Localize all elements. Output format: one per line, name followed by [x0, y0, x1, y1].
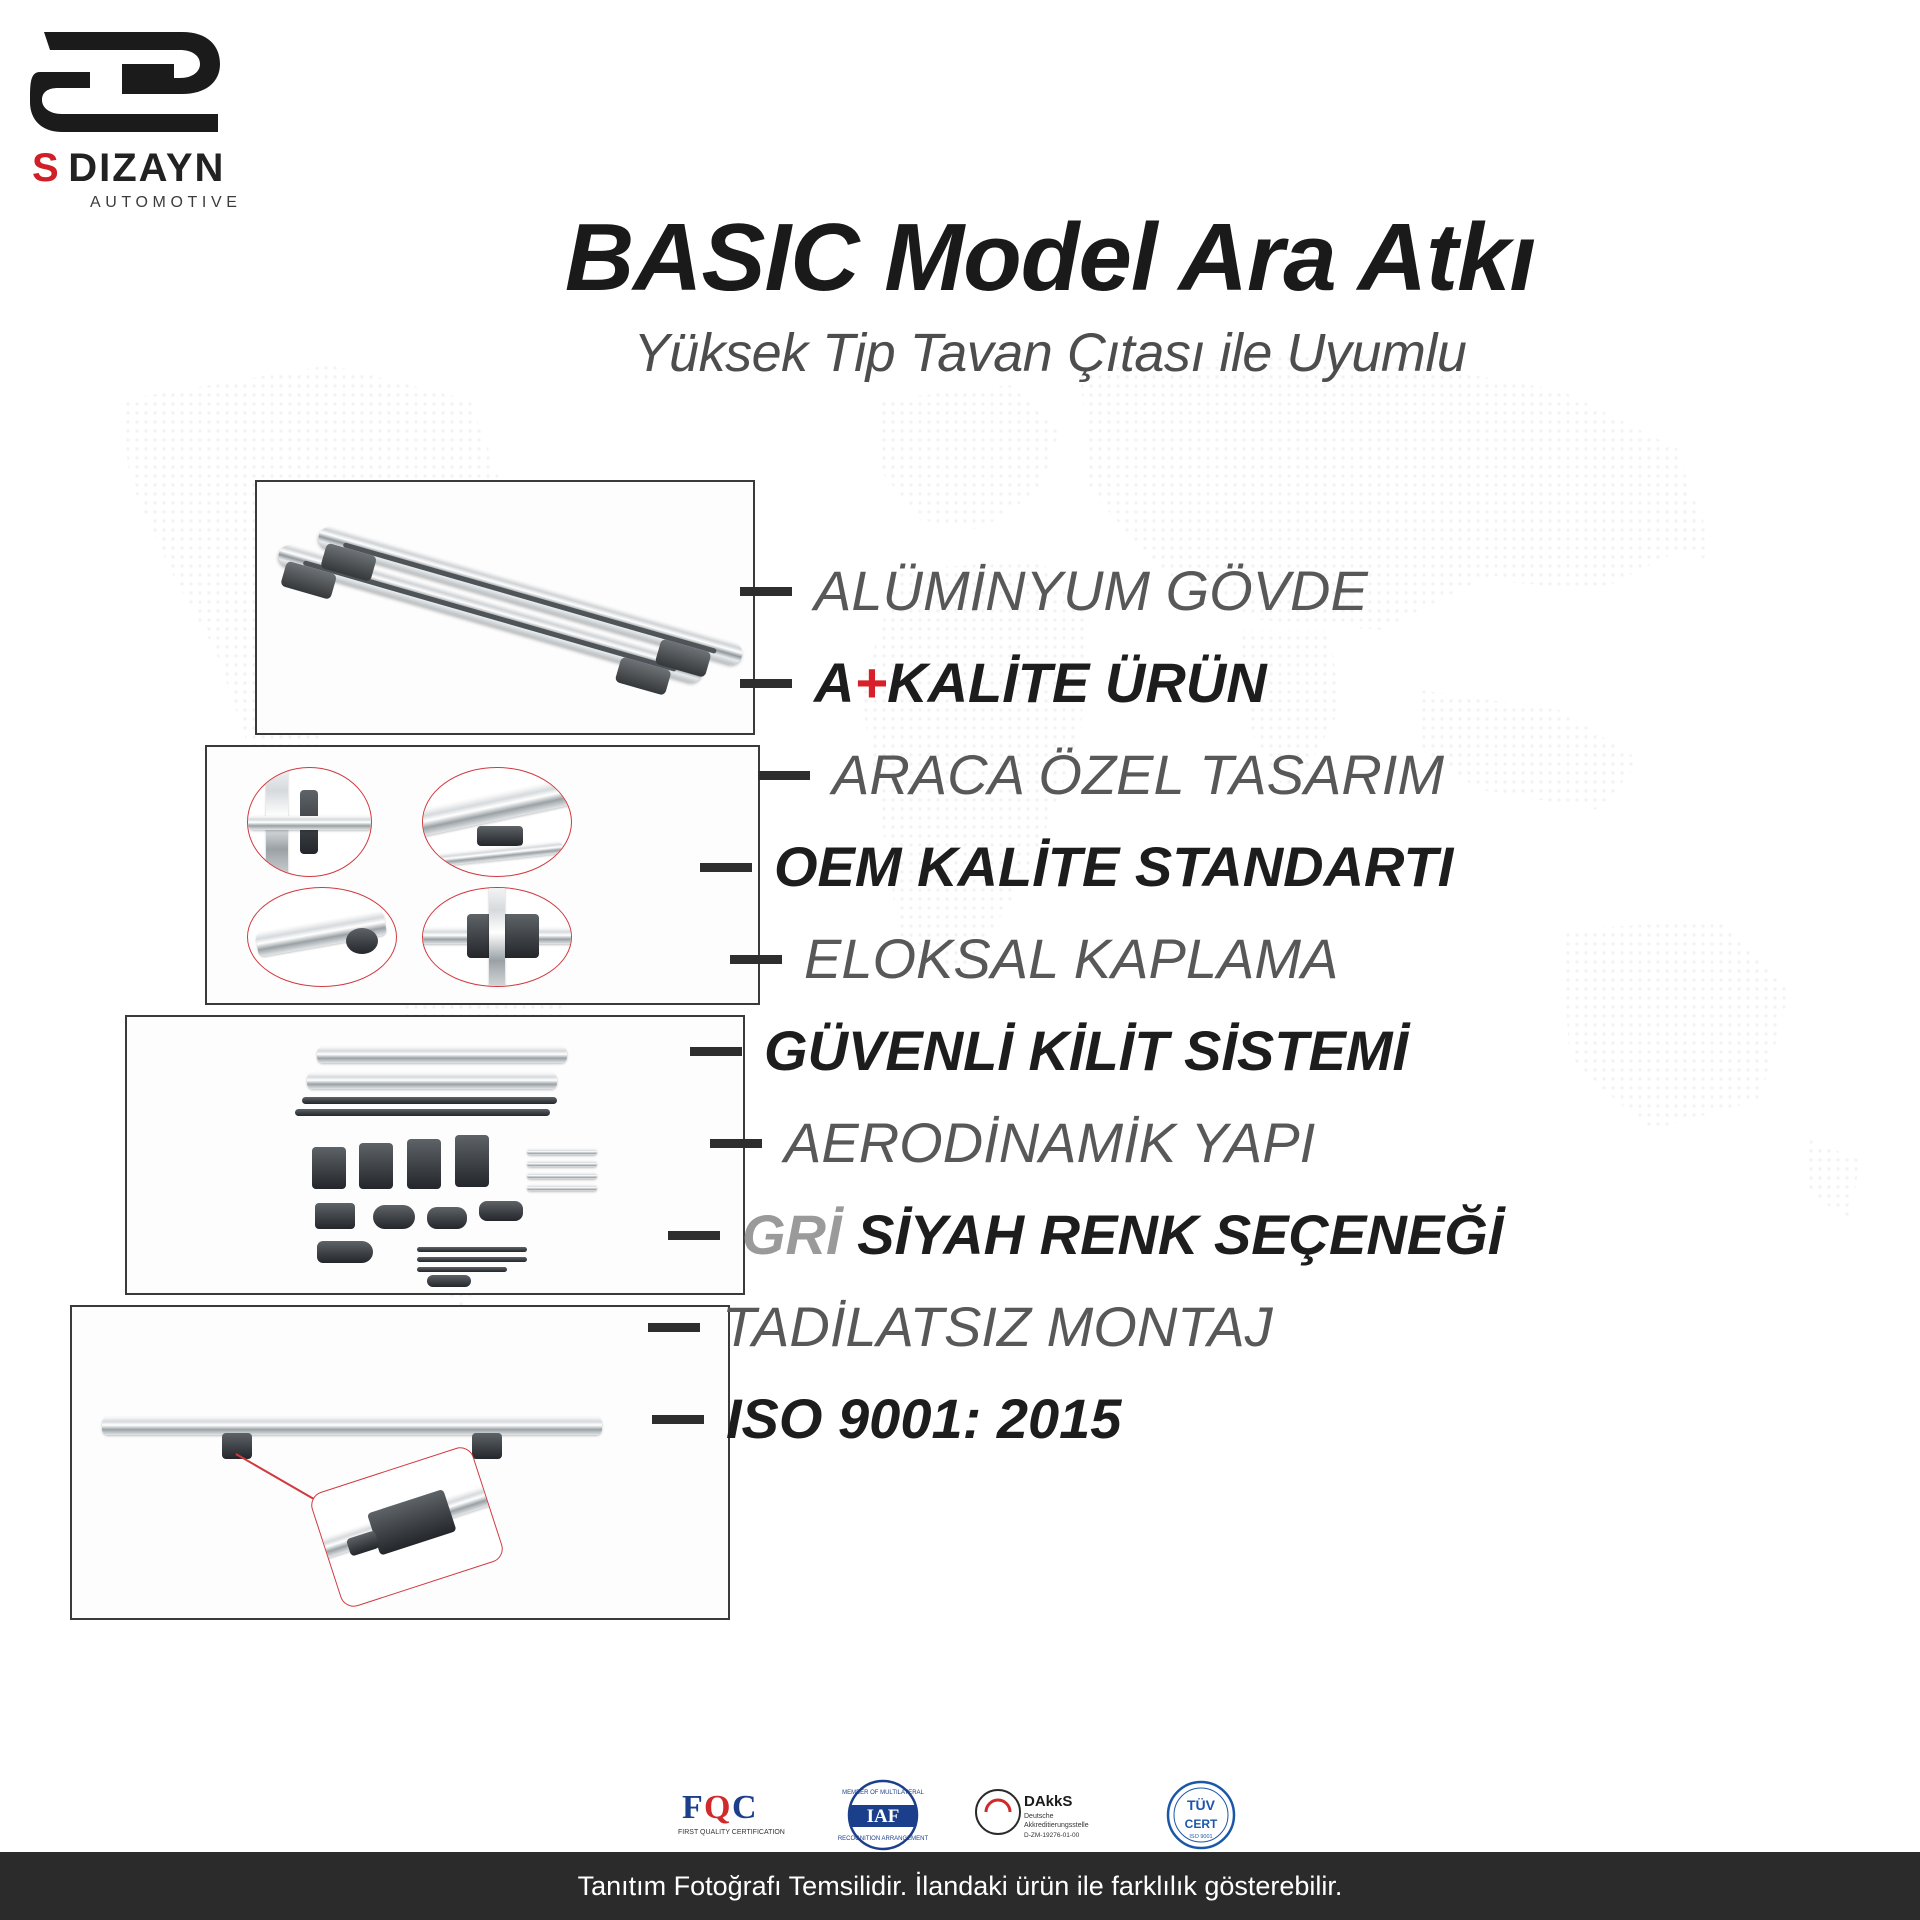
- bullet-dash-icon: [648, 1323, 700, 1332]
- svg-text:DAkkS: DAkkS: [1024, 1793, 1073, 1810]
- feature-item: [652, 1373, 1890, 1465]
- svg-text:ISO 9001: ISO 9001: [1189, 1834, 1213, 1840]
- feature-item: [690, 1005, 1890, 1097]
- feature-label: ISO 9001: 2015: [726, 1387, 1122, 1450]
- panel-mounted-rail-photo: [70, 1305, 730, 1620]
- page-title: BASIC Model Ara Atkı: [564, 204, 1536, 311]
- bullet-dash-icon: [740, 587, 792, 596]
- dakks-badge: [972, 1778, 1122, 1852]
- panel-product-pair-photo: [255, 480, 755, 735]
- fqc-badge: [674, 1778, 794, 1852]
- feature-label: GÜVENLİ KİLİT SİSTEMİ: [764, 1019, 1409, 1082]
- feature-item: [648, 1281, 1890, 1373]
- page-subtitle: Yüksek Tip Tavan Çıtası ile Uyumlu: [633, 323, 1467, 383]
- feature-item: [740, 637, 1890, 729]
- feature-item: [758, 729, 1890, 821]
- feature-suffix: SİYAH RENK SEÇENEĞİ: [841, 1203, 1504, 1266]
- bullet-dash-icon: [758, 771, 810, 780]
- bullet-dash-icon: [730, 955, 782, 964]
- feature-item: [730, 913, 1890, 1005]
- feature-label: ELOKSAL KAPLAMA: [804, 927, 1339, 990]
- certificate-badges: [0, 1770, 1920, 1860]
- logo-s-letter: S: [32, 146, 60, 190]
- feature-plus-highlight: +: [854, 651, 888, 714]
- svg-text:Akkreditierungsstelle: Akkreditierungsstelle: [1024, 1822, 1089, 1829]
- bullet-dash-icon: [652, 1415, 704, 1424]
- iaf-badge: [828, 1778, 938, 1852]
- svg-text:Deutsche: Deutsche: [1024, 1813, 1054, 1820]
- svg-text:MEMBER OF MULTILATERAL: MEMBER OF MULTILATERAL: [842, 1790, 924, 1796]
- bullet-dash-icon: [700, 863, 752, 872]
- panel-parts-kit-photo: [125, 1015, 745, 1295]
- feature-label: ARACA ÖZEL TASARIM: [832, 743, 1444, 806]
- s-dizayn-logo-icon: [30, 22, 230, 142]
- brand-logo: [28, 22, 298, 222]
- svg-text:FIRST QUALITY CERTIFICATION: FIRST QUALITY CERTIFICATION: [678, 1829, 785, 1836]
- bullet-dash-icon: [710, 1139, 762, 1148]
- feature-list: [722, 545, 1890, 1465]
- logo-subtitle: AUTOMOTIVE: [90, 194, 242, 211]
- svg-text:D-ZM-19276-01-00: D-ZM-19276-01-00: [1024, 1832, 1080, 1839]
- feature-item: [710, 1097, 1890, 1189]
- bullet-dash-icon: [668, 1231, 720, 1240]
- svg-text:F: F: [682, 1789, 703, 1826]
- feature-item: [668, 1189, 1890, 1281]
- feature-prefix: A: [814, 651, 855, 714]
- svg-text:RECOGNITION ARRANGEMENT: RECOGNITION ARRANGEMENT: [837, 1836, 929, 1842]
- svg-text:IAF: IAF: [866, 1806, 900, 1827]
- svg-text:C: C: [732, 1789, 757, 1826]
- svg-text:Q: Q: [704, 1789, 731, 1826]
- feature-label: OEM KALİTE STANDARTI: [774, 835, 1454, 898]
- feature-grey-word: GRİ: [742, 1203, 842, 1266]
- svg-text:TÜV: TÜV: [1187, 1797, 1215, 1813]
- tuv-cert-badge: [1156, 1778, 1246, 1852]
- bullet-dash-icon: [740, 679, 792, 688]
- footer-disclaimer-text: Tanıtım Fotoğrafı Temsilidir. İlandaki ürün ile farklılık gösterebilir.: [577, 1870, 1343, 1901]
- feature-suffix: KALİTE ÜRÜN: [887, 651, 1267, 714]
- feature-label: ALÜMİNYUM GÖVDE: [814, 559, 1368, 622]
- feature-item: [700, 821, 1890, 913]
- svg-text:CERT: CERT: [1184, 1817, 1218, 1831]
- logo-wordmark: DIZAYN: [68, 146, 226, 190]
- feature-label: AERODİNAMİK YAPI: [784, 1111, 1316, 1174]
- page-title-block: [300, 204, 1800, 384]
- feature-item: [740, 545, 1890, 637]
- footer-disclaimer-bar: [0, 1852, 1920, 1920]
- panel-detail-closeups-photo: [205, 745, 760, 1005]
- feature-label: TADİLATSIZ MONTAJ: [722, 1295, 1273, 1358]
- feature-label: [814, 651, 1267, 714]
- bullet-dash-icon: [690, 1047, 742, 1056]
- feature-label: [742, 1203, 1504, 1266]
